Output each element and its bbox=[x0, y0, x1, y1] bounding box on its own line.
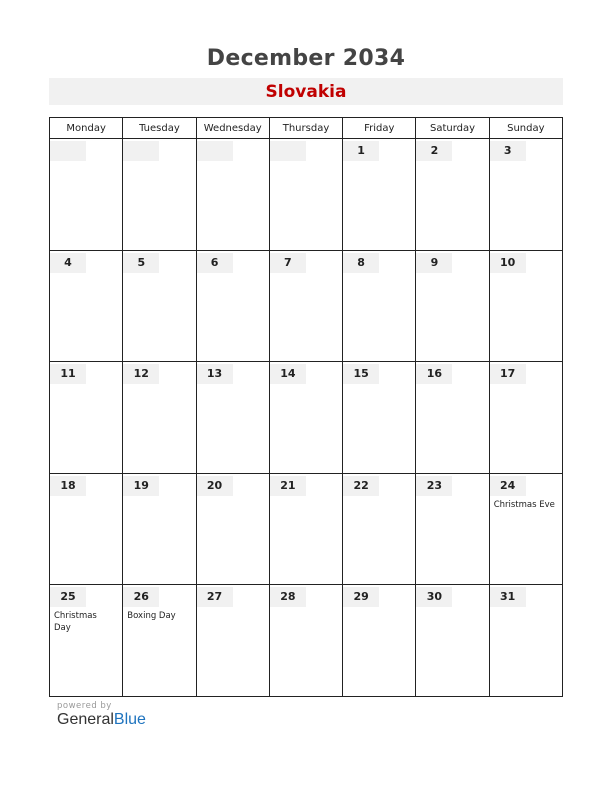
week-row bbox=[50, 585, 563, 697]
day-cell bbox=[343, 250, 416, 362]
day-number: 2 bbox=[416, 141, 452, 161]
day-number: 17 bbox=[490, 364, 526, 384]
day-number: 26 bbox=[123, 587, 159, 607]
powered-by-text: powered by bbox=[57, 701, 112, 711]
day-number: 30 bbox=[416, 587, 452, 607]
day-cell bbox=[50, 250, 123, 362]
day-cell bbox=[489, 585, 562, 697]
day-cell bbox=[269, 473, 342, 585]
holiday-label: Christmas Day bbox=[54, 611, 97, 634]
brand-general: General bbox=[57, 711, 114, 728]
day-cell bbox=[269, 362, 342, 474]
day-number: 20 bbox=[197, 476, 233, 496]
brand-logo bbox=[57, 711, 146, 729]
empty-day-marker bbox=[197, 141, 233, 161]
day-number: 5 bbox=[123, 253, 159, 273]
calendar-grid bbox=[49, 117, 563, 697]
day-cell bbox=[196, 139, 269, 251]
footer bbox=[57, 701, 146, 729]
day-cell bbox=[489, 362, 562, 474]
day-cell bbox=[50, 139, 123, 251]
day-cell bbox=[269, 585, 342, 697]
country-name: Slovakia bbox=[265, 82, 347, 102]
day-number: 10 bbox=[490, 253, 526, 273]
day-number: 6 bbox=[197, 253, 233, 273]
weekday-header: Thursday bbox=[269, 118, 342, 139]
day-number: 25 bbox=[50, 587, 86, 607]
day-number: 3 bbox=[490, 141, 526, 161]
day-cell bbox=[50, 473, 123, 585]
day-cell bbox=[343, 139, 416, 251]
weekday-header: Saturday bbox=[416, 118, 489, 139]
day-number: 29 bbox=[343, 587, 379, 607]
day-cell bbox=[269, 139, 342, 251]
week-row bbox=[50, 139, 563, 251]
day-number: 15 bbox=[343, 364, 379, 384]
empty-day-marker bbox=[270, 141, 306, 161]
day-cell bbox=[123, 139, 196, 251]
weekday-header: Friday bbox=[343, 118, 416, 139]
brand-blue: Blue bbox=[113, 711, 146, 728]
day-cell bbox=[416, 139, 489, 251]
day-number: 16 bbox=[416, 364, 452, 384]
day-number: 19 bbox=[123, 476, 159, 496]
day-cell bbox=[50, 362, 123, 474]
calendar-body bbox=[50, 139, 563, 697]
day-cell bbox=[416, 362, 489, 474]
page-title: December 2034 bbox=[206, 46, 406, 71]
day-number: 21 bbox=[270, 476, 306, 496]
day-number: 22 bbox=[343, 476, 379, 496]
weekday-header-row bbox=[50, 118, 563, 139]
day-cell bbox=[343, 473, 416, 585]
weekday-header: Sunday bbox=[489, 118, 562, 139]
day-number: 9 bbox=[416, 253, 452, 273]
day-number: 28 bbox=[270, 587, 306, 607]
day-number: 4 bbox=[50, 253, 86, 273]
day-cell bbox=[196, 585, 269, 697]
day-cell bbox=[269, 250, 342, 362]
week-row bbox=[50, 473, 563, 585]
day-cell bbox=[196, 473, 269, 585]
day-cell bbox=[343, 585, 416, 697]
day-cell bbox=[416, 585, 489, 697]
holiday-label: Christmas Eve bbox=[493, 499, 555, 510]
week-row bbox=[50, 250, 563, 362]
day-number: 23 bbox=[416, 476, 452, 496]
day-cell bbox=[489, 139, 562, 251]
day-cell bbox=[489, 473, 562, 585]
day-cell bbox=[343, 362, 416, 474]
day-number: 8 bbox=[343, 253, 379, 273]
holiday-label: Boxing Day bbox=[127, 611, 176, 622]
day-number: 12 bbox=[123, 364, 159, 384]
day-cell bbox=[196, 362, 269, 474]
weekday-header: Wednesday bbox=[196, 118, 269, 139]
weekday-header: Monday bbox=[50, 118, 123, 139]
day-cell bbox=[123, 250, 196, 362]
weekday-header: Tuesday bbox=[123, 118, 196, 139]
day-number: 24 bbox=[490, 476, 526, 496]
day-number: 11 bbox=[50, 364, 86, 384]
day-cell bbox=[123, 362, 196, 474]
day-number: 14 bbox=[270, 364, 306, 384]
day-cell bbox=[123, 473, 196, 585]
day-cell bbox=[416, 250, 489, 362]
empty-day-marker bbox=[50, 141, 86, 161]
day-cell bbox=[416, 473, 489, 585]
country-banner bbox=[49, 78, 563, 105]
day-number: 13 bbox=[197, 364, 233, 384]
day-number: 27 bbox=[197, 587, 233, 607]
day-number: 31 bbox=[490, 587, 526, 607]
day-cell bbox=[489, 250, 562, 362]
empty-day-marker bbox=[123, 141, 159, 161]
day-number: 7 bbox=[270, 253, 306, 273]
day-cell bbox=[196, 250, 269, 362]
day-number: 1 bbox=[343, 141, 379, 161]
day-number: 18 bbox=[50, 476, 86, 496]
week-row bbox=[50, 362, 563, 474]
day-cell bbox=[123, 585, 196, 697]
day-cell bbox=[50, 585, 123, 697]
